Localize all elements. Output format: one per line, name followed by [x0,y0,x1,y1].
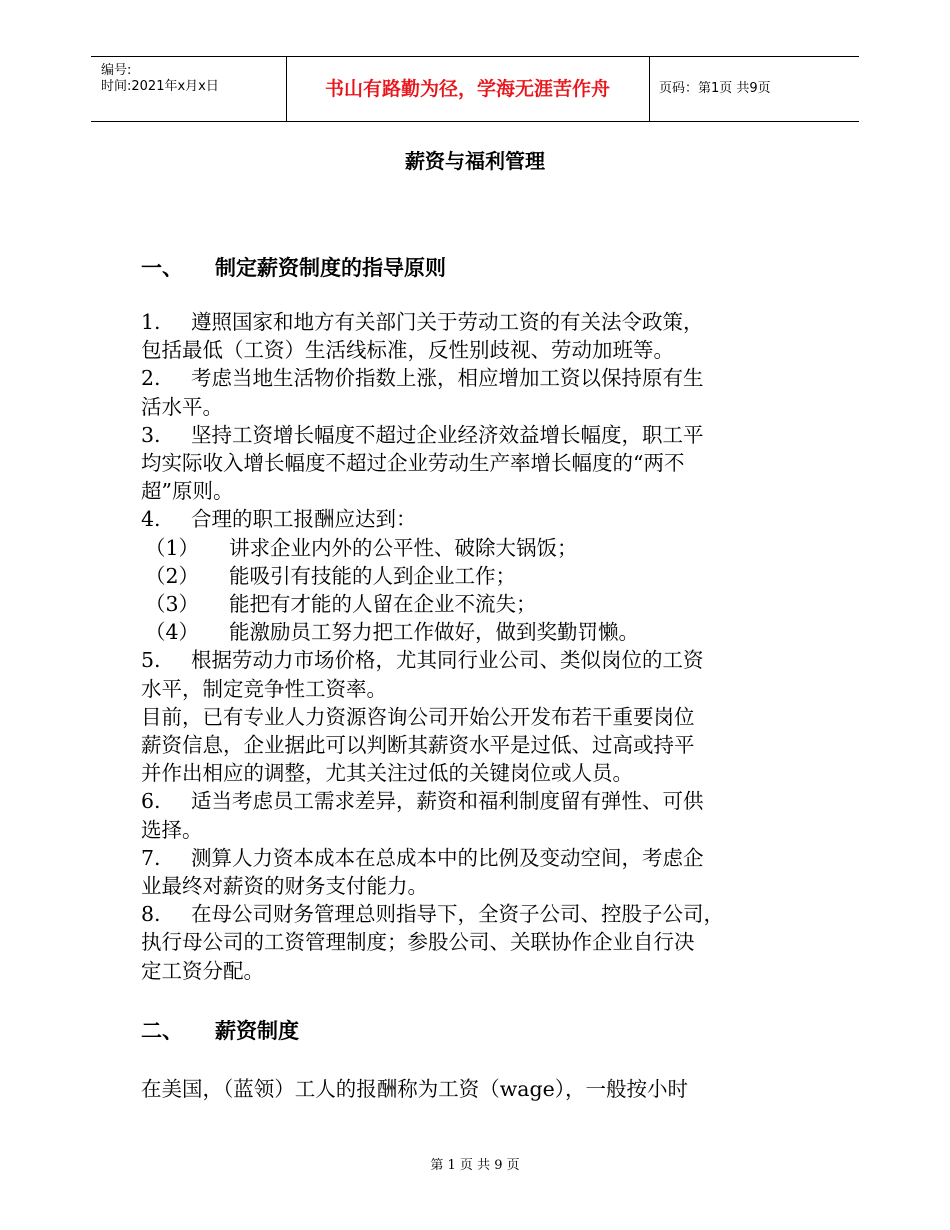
item-text: 活水平。 [141,394,223,419]
item-text: 测算人力资本成本在总成本中的比例及变动空间，考虑企 [191,845,704,870]
list-item-line [141,421,704,449]
item-text: 坚持工资增长幅度不超过企业经济效益增长幅度，职工平 [191,422,704,447]
list-item-line [141,872,428,900]
list-item-line [141,477,233,505]
section-heading [141,254,446,282]
item-text: 选择。 [141,817,203,842]
item-text: 水平，制定竞争性工资率。 [141,676,387,701]
sub-list-item [145,534,578,562]
item-text: 能激励员工努力把工作做好，做到奖勤罚懒。 [229,620,639,645]
header-motto-cell [286,57,650,121]
item-label: 1. [141,310,161,334]
item-text: 包括最低（工资）生活线标准，反性别歧视、劳动加班等。 [141,338,674,363]
item-label: 8. [141,902,161,927]
item-text: 在母公司财务管理总则指导下，全资子公司、控股子公司， [191,902,724,927]
header-page-info: 页码：第1页 共9页 [659,81,771,96]
item-text: 超”原则。 [141,479,234,504]
item-label: （4） [145,620,200,645]
item-label: 6. [141,789,161,814]
section-number: 一、 [141,256,183,280]
item-text: 能把有才能的人留在企业不流失； [229,592,537,616]
item-label: 5. [141,648,161,673]
section-title: 薪资制度 [215,1019,299,1043]
list-item-line [141,731,695,759]
item-text: 能吸引有技能的人到企业工作； [229,563,516,588]
item-text: 合理的职工报酬应达到： [191,507,417,532]
list-item-line [141,816,203,844]
item-text: 根据劳动力市场价格，尤其同行业公司、类似岗位的工资 [191,648,704,673]
item-text: 遵照国家和地方有关部门关于劳动工资的有关法令政策， [191,310,704,334]
list-item-line [141,900,724,928]
sub-list-item [145,562,516,590]
item-label: （2） [145,563,200,588]
list-item-line [141,844,704,872]
item-text: 执行母公司的工资管理制度；参股公司、关联协作企业自行决 [141,930,695,955]
list-item-line [141,449,684,477]
list-item-line [141,759,633,787]
list-item-line [141,646,704,674]
item-text: 目前，已有专业人力资源咨询公司开始公开发布若干重要岗位 [141,704,695,729]
sub-list-item [145,618,639,646]
document-time-label: 时间:2021年x月x日 [101,79,219,94]
page-footer: 第 1 页 共 9 页 [430,1158,520,1173]
item-label: （3） [145,592,200,616]
item-text: 薪资信息，企业据此可以判断其薪资水平是过低、过高或持平 [141,733,695,757]
document-number-label: 编号: [101,63,132,78]
item-text: 并作出相应的调整，尤其关注过低的关键岗位或人员。 [141,761,633,786]
header-motto: 书山有路勤为径，学海无涯苦作舟 [324,78,610,100]
list-item-line [141,364,704,392]
list-item-line [141,957,264,985]
list-item-line [141,703,695,731]
item-label: 3. [141,422,161,447]
list-item-line [141,787,704,815]
item-label: 7. [141,845,161,870]
item-text: 考虑当地生活物价指数上涨，相应增加工资以保持原有生 [191,366,704,391]
item-text: 定工资分配。 [141,958,264,983]
item-label: 4. [141,507,161,532]
item-text: 讲求企业内外的公平性、破除大锅饭； [229,535,578,560]
paragraph-line: 在美国，（蓝领）工人的报酬称为工资（wage），一般按小时 [141,1077,689,1101]
item-text: 业最终对薪资的财务支付能力。 [141,874,428,898]
list-item-line [141,505,417,533]
item-text: 适当考虑员工需求差异，薪资和福利制度留有弹性、可供 [191,789,704,814]
list-item-line [141,393,223,421]
list-item-line [141,308,704,336]
list-item-line [141,675,387,703]
item-label: （1） [145,535,200,560]
header-page-cell [649,57,859,121]
section-heading [141,1017,299,1045]
item-label: 2. [141,366,161,391]
document-header [91,56,859,122]
section-number: 二、 [141,1019,183,1043]
item-text: 均实际收入增长幅度不超过企业劳动生产率增长幅度的“两不 [141,451,685,475]
document-title: 薪资与福利管理 [405,149,545,173]
list-item-line [141,336,674,364]
header-meta-cell [91,57,287,121]
sub-list-item [145,590,537,618]
section-title: 制定薪资制度的指导原则 [215,256,446,280]
list-item-line [141,928,695,956]
